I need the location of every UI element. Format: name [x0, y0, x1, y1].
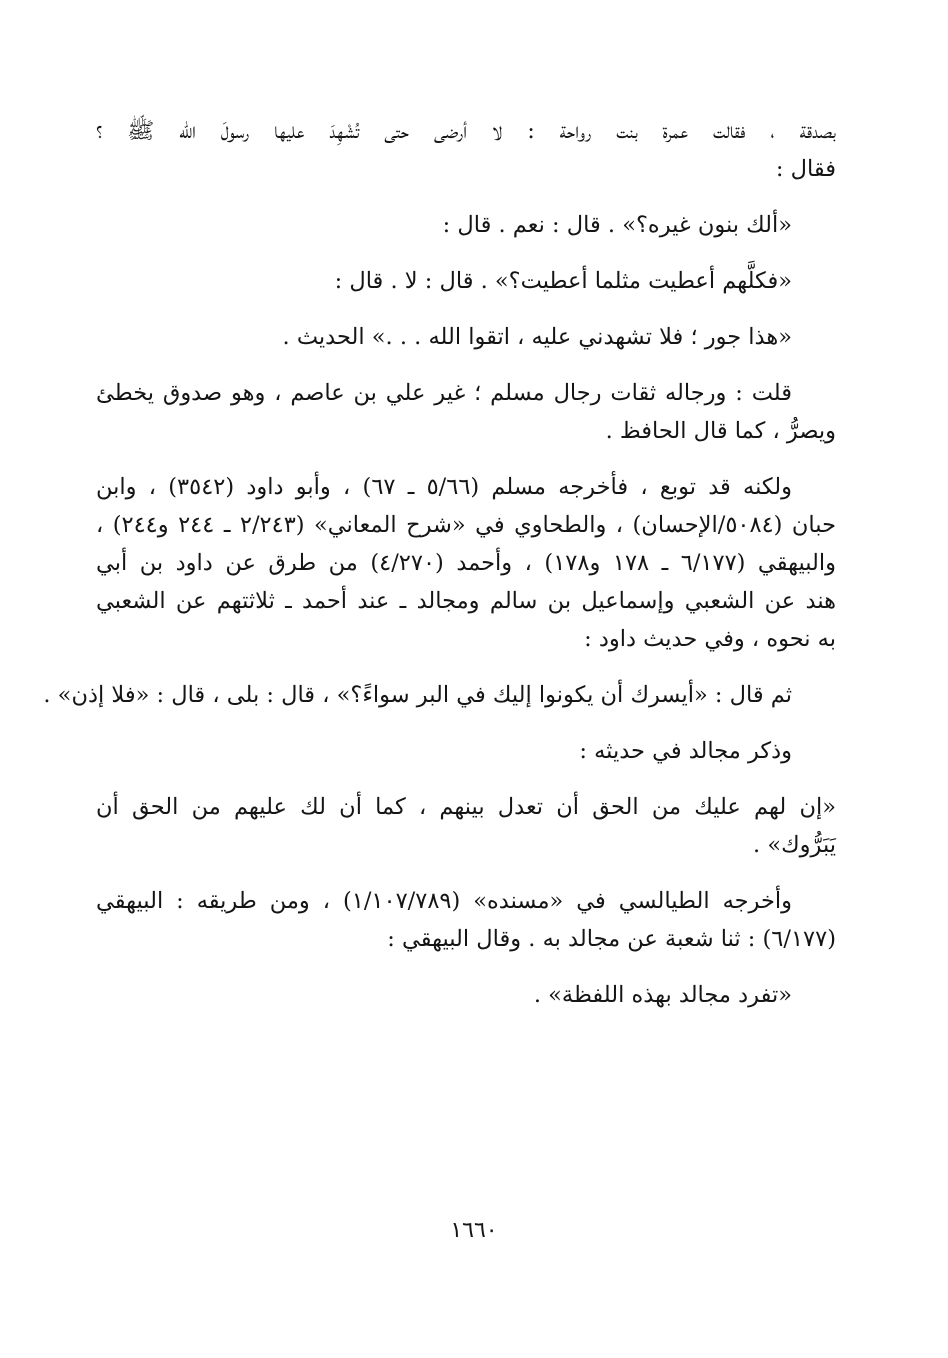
paragraph-11 [96, 976, 836, 1014]
paragraph-1 [96, 112, 836, 188]
paragraph-5 [96, 374, 836, 450]
paragraph-4 [96, 318, 836, 356]
paragraph-7 [43, 676, 836, 714]
paragraph-10 [96, 882, 836, 958]
text-line: والبيهقي (٦/١٧٧ ـ ١٧٨ و١٧٨) ، وأحمد (٤/٢٧٠) من طرق عن داود بن أبي [96, 550, 836, 576]
text-line: قلت : ورجاله ثقات رجال مسلم ؛ غير علي بن عاصم ، وهو صدوق يخطئ [96, 380, 792, 406]
text-line: ولكنه قد توبع ، فأخرجه مسلم (٥/٦٦ ـ ٦٧) ، وأبو داود (٣٥٤٢) ، وابن [96, 474, 793, 500]
text-line: بصدقة ، فقالت عمرة بنت رواحة : لا أرضى حتى تُشْهِدَ عليها رسولَ الله ﷺ ؟ [96, 118, 836, 144]
paragraph-3 [96, 262, 836, 300]
text-line: ويصرُّ ، كما قال الحافظ . [605, 418, 836, 444]
paragraph-2 [96, 206, 836, 244]
text-line: «هذا جور ؛ فلا تشهدني عليه ، اتقوا الله . . .» الحديث . [282, 324, 792, 350]
text-line: حبان (٥٠٨٤/الإحسان) ، والطحاوي في «شرح المعاني» (٢/٢٤٣ ـ ٢٤٤ و٢٤٤) ، [96, 512, 836, 538]
paragraph-8 [96, 732, 836, 770]
text-line: ثم قال : «أيسرك أن يكونوا إليك في البر سواءً؟» ، قال : بلى ، قال : «فلا إذن» . [43, 682, 792, 708]
text-line: «فكلَّهم أعطيت مثلما أعطيت؟» . قال : لا . قال : [334, 268, 792, 294]
text-line: «تفرد مجالد بهذه اللفظة» . [533, 982, 792, 1008]
page-number: ١٦٦٠ [450, 1218, 498, 1243]
text-line: وأخرجه الطيالسي في «مسنده» (١/١٠٧/٧٨٩) ، ومن طريقه : البيهقي [96, 888, 792, 914]
page-body [43, 112, 836, 1032]
text-line: فقال : [775, 156, 836, 182]
paragraph-9 [96, 788, 836, 864]
paragraph-6 [96, 468, 836, 658]
text-line: يَبَرُّوك» . [753, 832, 836, 858]
text-line: به نحوه ، وفي حديث داود : [584, 626, 836, 652]
text-line: «إن لهم عليك من الحق أن تعدل بينهم ، كما أن لك عليهم من الحق أن [96, 794, 836, 820]
text-line: هند عن الشعبي وإسماعيل بن سالم ومجالد ـ عند أحمد ـ ثلاثتهم عن الشعبي [96, 588, 836, 614]
text-line: (٦/١٧٧) : ثنا شعبة عن مجالد به . وقال البيهقي : [387, 926, 836, 952]
text-line: وذكر مجالد في حديثه : [579, 738, 792, 764]
text-line: «ألك بنون غيره؟» . قال : نعم . قال : [442, 212, 792, 238]
